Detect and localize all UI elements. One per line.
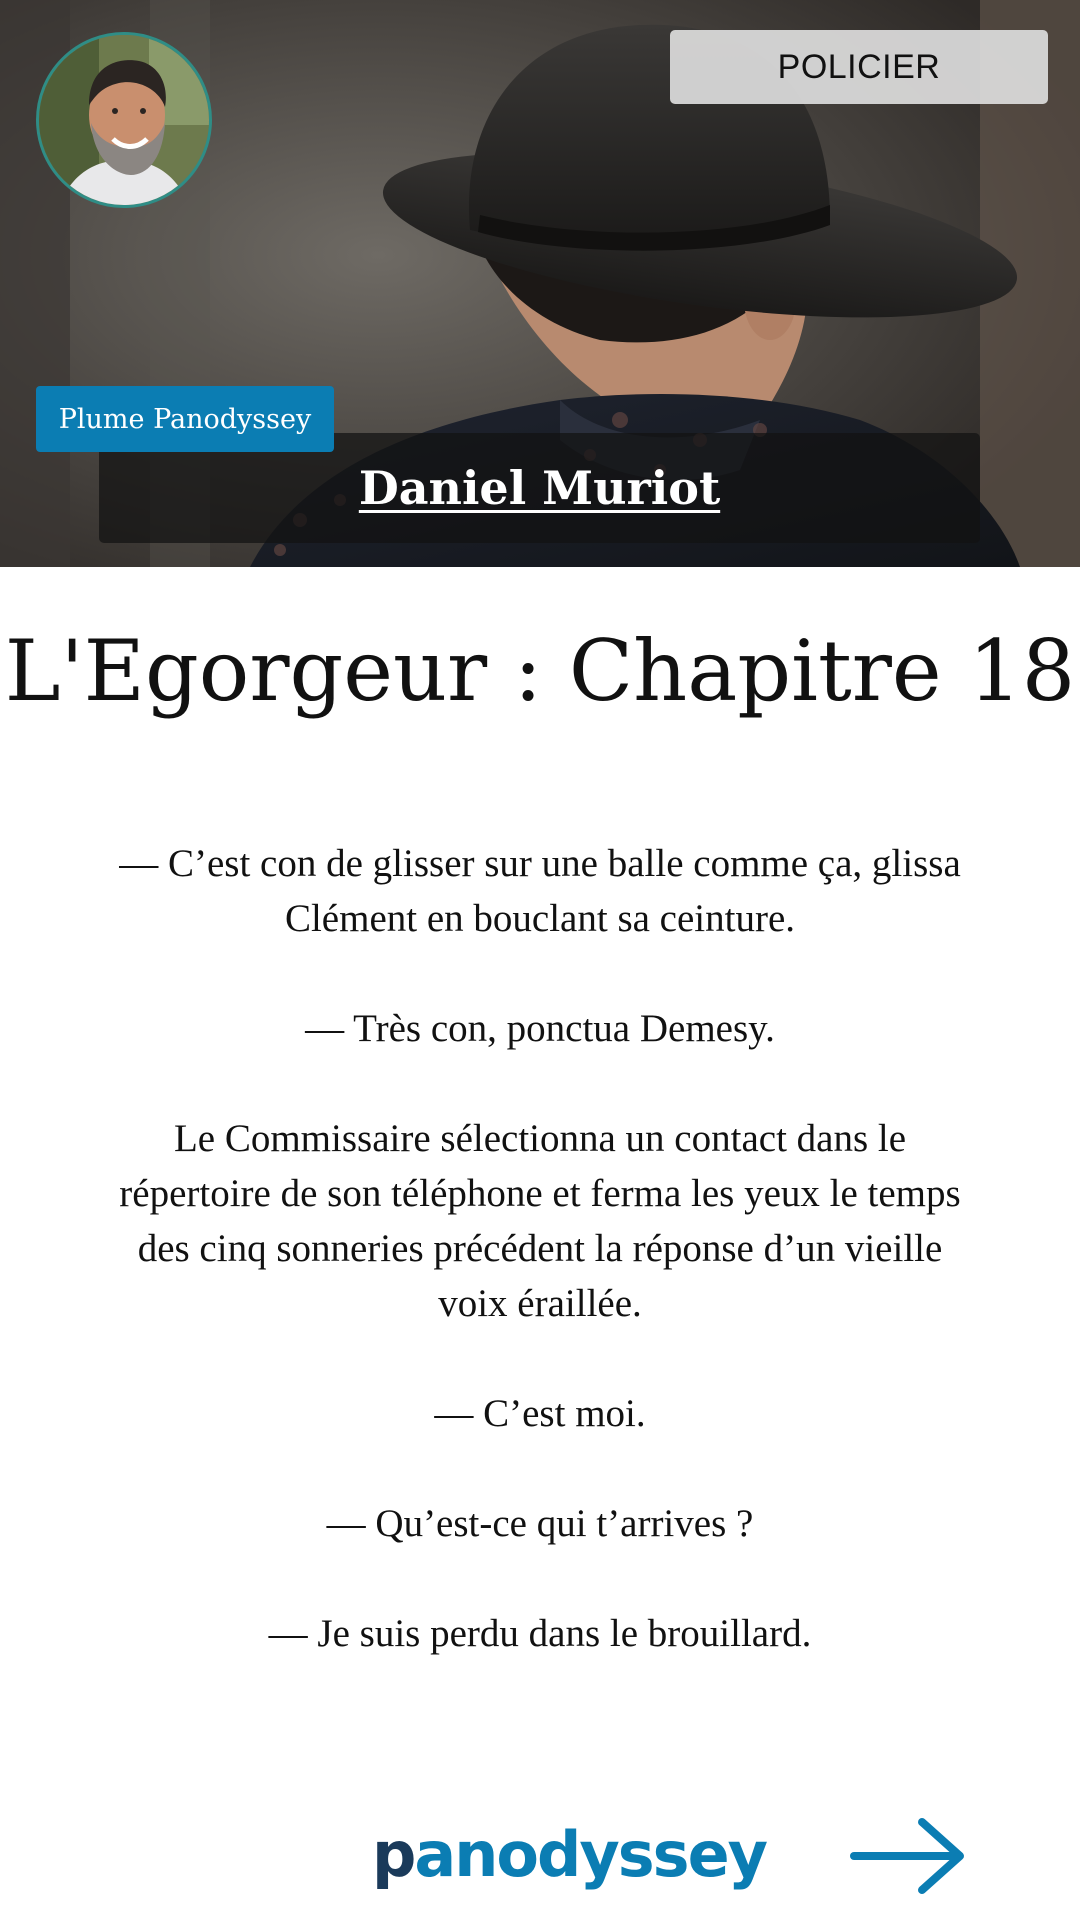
- story-paragraph: — C’est con de glisser sur une balle comme ça, glissa Clément en bouclant sa ceinture.: [119, 842, 961, 940]
- story-paragraph: — C’est moi.: [434, 1392, 646, 1435]
- author-name-link[interactable]: Daniel Muriot: [358, 461, 721, 515]
- author-avatar[interactable]: [36, 32, 212, 208]
- logo-mark: p: [372, 1818, 415, 1891]
- story-paragraph: — Qu’est-ce qui t’arrives ?: [326, 1502, 754, 1545]
- next-button[interactable]: [850, 1816, 970, 1896]
- genre-badge[interactable]: POLICIER: [670, 30, 1048, 104]
- story-text: [110, 836, 970, 1716]
- story-paragraph: — Très con, ponctua Demesy.: [305, 1007, 775, 1050]
- story-title: L'Egorgeur : Chapitre 18: [4, 622, 1076, 720]
- story-paragraph: — Je suis perdu dans le brouillard.: [268, 1612, 812, 1655]
- hero-banner: [0, 0, 1080, 567]
- author-photo: [39, 35, 209, 205]
- arrow-right-icon: [850, 1816, 970, 1896]
- plume-badge[interactable]: Plume Panodyssey: [36, 386, 334, 452]
- logo-text: anodyssey: [414, 1818, 767, 1891]
- panodyssey-logo[interactable]: [372, 1816, 767, 1894]
- story-paragraph: Le Commissaire sélectionna un contact dans le répertoire de son téléphone et ferma les yeux le temps des cinq sonneries précédent la réponse d’un vieille voix éraillée.: [119, 1117, 961, 1325]
